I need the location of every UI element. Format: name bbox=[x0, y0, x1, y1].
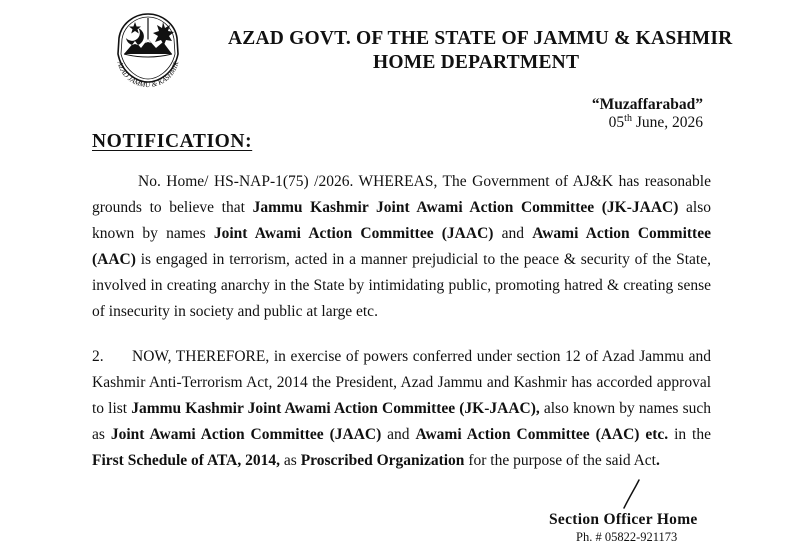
issue-place: “Muzaffarabad” bbox=[591, 96, 703, 113]
p2-text: as bbox=[280, 452, 301, 469]
notification-heading: NOTIFICATION: bbox=[92, 131, 253, 152]
p2-text: also known by names such as bbox=[92, 400, 711, 443]
p1-text: and bbox=[493, 225, 533, 242]
signatory-title: Section Officer Home bbox=[549, 511, 698, 528]
p2-text: NOW, THEREFORE, in exercise of powers conferred under section 12 of Azad Jammu and Kashmir Anti-Terrorism Act, 2014 the President, Azad Jammu and Kashmir has accorded approval to list bbox=[92, 348, 711, 417]
p1-org-alias-1: Joint Awami Action Committee (JAAC) bbox=[213, 225, 494, 242]
seal-text: AZAD JAMMU & KASHMIR bbox=[115, 60, 181, 88]
signature-mark bbox=[620, 478, 644, 510]
date-rest: June, 2026 bbox=[631, 114, 703, 132]
p2-proscribed: Proscribed Organization bbox=[300, 452, 465, 469]
p2-text: in the bbox=[668, 426, 711, 443]
p2-org-alias-2: Awami Action Committee (AAC) etc. bbox=[415, 426, 669, 443]
p2-schedule: First Schedule of ATA, 2014, bbox=[92, 452, 281, 469]
department-title: HOME DEPARTMENT bbox=[373, 52, 580, 73]
p2-org-name: Jammu Kashmir Joint Awami Action Committee (JK-JAAC), bbox=[131, 400, 540, 417]
issue-date bbox=[609, 113, 703, 132]
p2-text: for the purpose of the said Act bbox=[464, 452, 656, 469]
signatory-phone: Ph. # 05822-921173 bbox=[576, 530, 678, 544]
p1-text: No. Home/ HS-NAP-1(75) /2026. WHEREAS, The Government of AJ&K has reasonable grounds to believe that bbox=[92, 173, 711, 216]
p2-text: and bbox=[381, 426, 416, 443]
p2-period: . bbox=[656, 452, 660, 469]
p1-org-alias-2: Awami Action Committee (AAC) bbox=[92, 225, 711, 268]
date-day-suffix: th bbox=[624, 113, 632, 124]
government-title: AZAD GOVT. OF THE STATE OF JAMMU & KASHMIR bbox=[228, 28, 733, 49]
p1-text: is engaged in terrorism, acted in a manner prejudicial to the peace & security of the State, involved in creating anarchy in the State by intimidating public, promoting hatred & creating sense of insecurity in society and public at large etc. bbox=[92, 251, 711, 320]
paragraph-1 bbox=[92, 169, 711, 325]
paragraph-number: 2. bbox=[92, 348, 104, 365]
p1-org-name: Jammu Kashmir Joint Awami Action Committee (JK-JAAC) bbox=[252, 199, 679, 216]
p1-text: also known by names bbox=[92, 199, 711, 242]
state-seal-emblem bbox=[108, 8, 188, 88]
date-day: 05 bbox=[608, 114, 625, 132]
p2-org-alias-1: Joint Awami Action Committee (JAAC) bbox=[110, 426, 382, 443]
paragraph-2 bbox=[92, 344, 711, 474]
